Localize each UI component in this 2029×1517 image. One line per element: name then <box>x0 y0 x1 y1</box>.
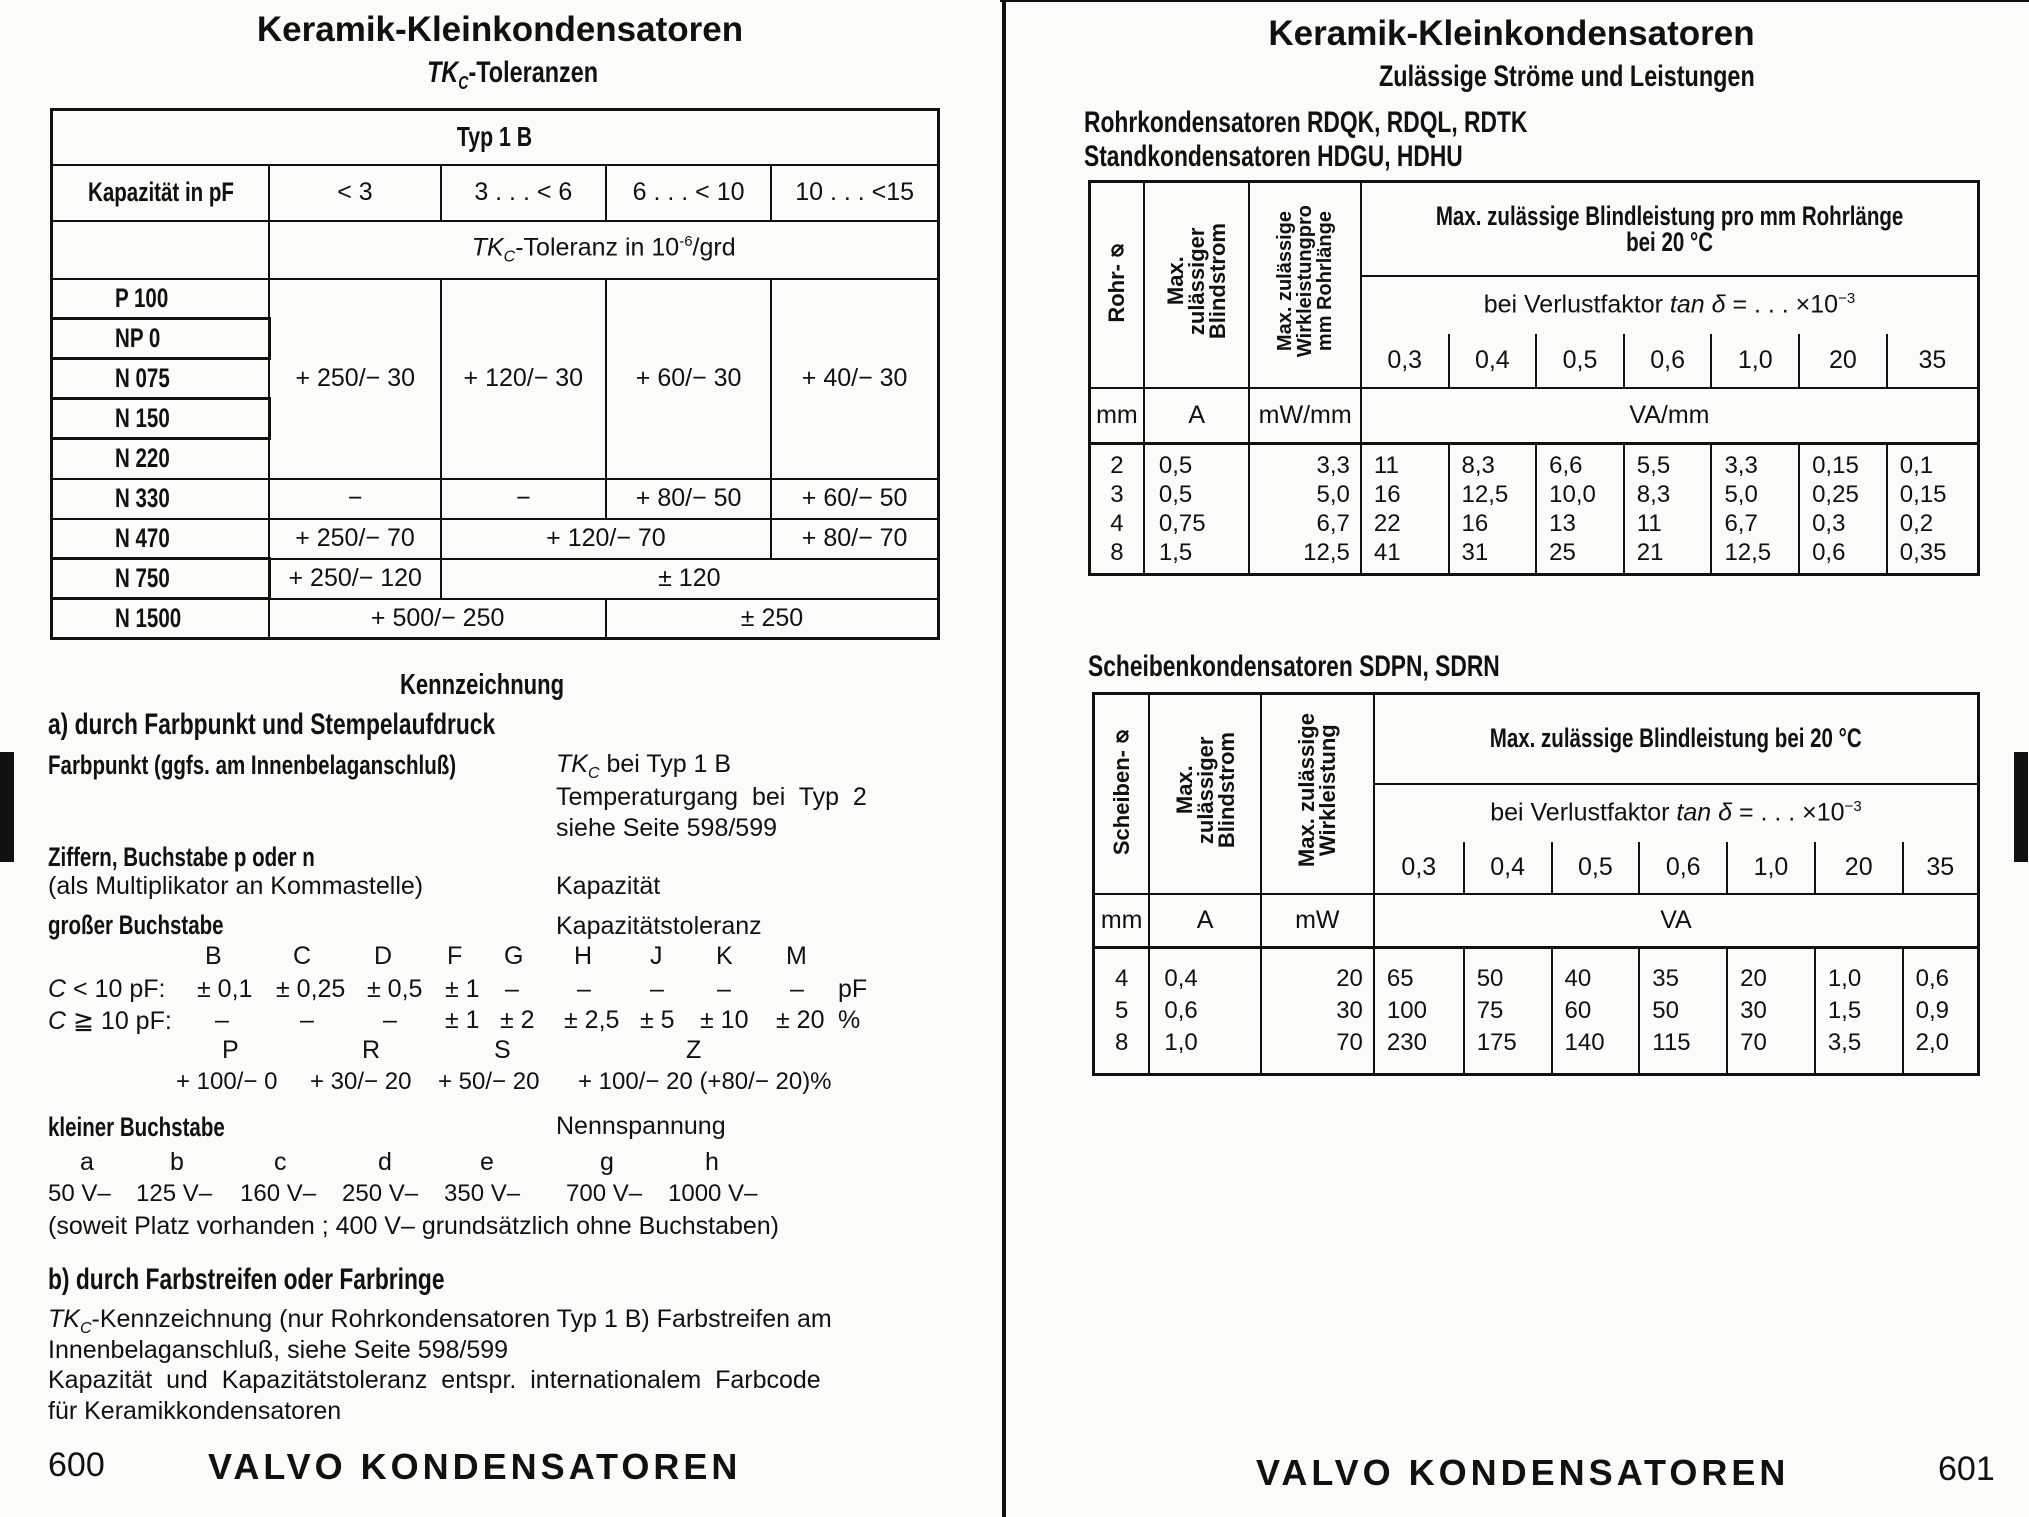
small-letter-e: e <box>480 1148 494 1176</box>
letter-J: J <box>650 942 663 970</box>
scheiben-cell: 8 <box>1114 1029 1129 1056</box>
kennzeichnung-heading: Kennzeichnung <box>400 669 565 701</box>
small-letter-h: h <box>705 1148 719 1176</box>
cap-range-2: 3 . . . < 6 <box>441 165 606 221</box>
rohr-cell: 1,5 <box>1158 539 1193 566</box>
n330-col1: − <box>269 479 440 519</box>
rohr-body-col-6 <box>1624 444 1712 575</box>
small-letter-a: a <box>80 1148 94 1176</box>
scheiben-body-col-3 <box>1374 948 1464 1075</box>
small-letter-g: g <box>600 1148 614 1176</box>
scheiben-factor-1: 0,4 <box>1464 842 1552 894</box>
rohr-factor-6: 35 <box>1887 334 1979 388</box>
scheiben-cell: 40 <box>1564 965 1592 992</box>
scheiben-cell: 0,6 <box>1915 965 1949 992</box>
rohr-unit-va: VA/mm <box>1361 388 1979 444</box>
farbpunkt-value: $TK_C$ bei Typ 1 B <box>556 750 732 782</box>
scheiben-factor-5: 20 <box>1815 842 1903 894</box>
rohr-blind-header: Max. zulässige Blindleistung pro mm Rohrlänge bei 20 °C <box>1361 182 1979 276</box>
letter-S-value: + 50/− 20 <box>438 1068 540 1095</box>
c-lt10-unit: pF <box>838 975 868 1003</box>
type-n220: N 220 <box>52 439 270 479</box>
rohr-cell: 8,3 <box>1636 481 1671 508</box>
letter-F: F <box>447 942 463 970</box>
rohr-unit-mm: mm <box>1090 388 1144 444</box>
tkc-tolerance-table <box>50 108 940 640</box>
scheiben-cell: 0,6 <box>1164 997 1198 1024</box>
scheiben-table <box>1092 692 1980 1076</box>
rohr-unit-mw: mW/mm <box>1249 388 1360 444</box>
c-ge10-unit: % <box>838 1006 861 1034</box>
scheiben-unit-mw: mW <box>1261 894 1374 948</box>
page-subtitle: $TK_C$-Toleranzen <box>427 56 599 93</box>
scheiben-body-col-1 <box>1149 948 1260 1075</box>
voltage-d: 250 V– <box>342 1180 419 1207</box>
rohr-body-col-9 <box>1887 444 1979 575</box>
scheiben-cell: 230 <box>1386 1029 1427 1056</box>
rohr-cell: 3 <box>1110 481 1124 508</box>
klein-label: kleiner Buchstabe <box>48 1112 225 1142</box>
c-lt10-B: ± 0,1 <box>197 975 253 1003</box>
n750-col234: ± 120 <box>441 559 939 599</box>
rohr-factor-3: 0,6 <box>1624 334 1712 388</box>
rohr-body-col-7 <box>1711 444 1799 575</box>
c-ge10-H: ± 2,5 <box>564 1006 620 1034</box>
scheiben-cell: 0,9 <box>1915 997 1949 1024</box>
cap-range-4: 10 . . . <15 <box>771 165 938 221</box>
type-n1500: N 1500 <box>52 599 270 639</box>
scheiben-cell: 140 <box>1564 1029 1605 1056</box>
c-ge10-B: – <box>215 1006 229 1034</box>
rohr-cell: 8,3 <box>1461 452 1495 479</box>
scheiben-cell: 50 <box>1652 997 1679 1024</box>
rohr-cell: 0,15 <box>1899 481 1947 508</box>
cap-range-3: 6 . . . < 10 <box>606 165 771 221</box>
letter-D: D <box>374 942 393 970</box>
scheiben-unit-va: VA <box>1374 894 1979 948</box>
scheiben-cell: 70 <box>1336 1029 1363 1056</box>
c-lt10-C: ± 0,25 <box>276 975 346 1003</box>
letter-R: R <box>362 1036 381 1064</box>
rohr-factor-5: 20 <box>1799 334 1887 388</box>
gross-value: Kapazitätstoleranz <box>556 912 762 940</box>
rohr-factor-4: 1,0 <box>1711 334 1799 388</box>
scheiben-unit-a: A <box>1149 894 1260 948</box>
rohr-heading-1: Rohrkondensatoren RDQK, RDQL, RDTK <box>1084 106 1528 139</box>
page-number: 601 <box>1938 1450 1995 1488</box>
letter-S: S <box>494 1036 511 1064</box>
voltage-note: (soweit Platz vorhanden ; 400 V– grundsätzlich ohne Buchstaben) <box>48 1212 780 1240</box>
letter-Z-value: + 100/− 20 (+80/− 20)% <box>578 1068 832 1095</box>
rohr-cell: 0,2 <box>1899 510 1934 537</box>
scheiben-cell: 175 <box>1476 1029 1517 1056</box>
rohr-cell: 31 <box>1461 539 1489 566</box>
rohr-strom-header: Max. zulässiger Blindstrom <box>1144 182 1250 388</box>
type-n750: N 750 <box>52 559 270 599</box>
scheiben-blind-header: Max. zulässige Blindleistung bei 20 °C <box>1374 694 1979 784</box>
scheiben-factor-0: 0,3 <box>1374 842 1464 894</box>
rohr-factor-2: 0,5 <box>1536 334 1624 388</box>
scheiben-cell: 0,4 <box>1164 965 1198 992</box>
farbpunkt-line2: Temperaturgang bei Typ 2 <box>556 783 867 811</box>
rohr-heading-2: Standkondensatoren HDGU, HDHU <box>1084 140 1463 173</box>
section-b-line3: Kapazität und Kapazitätstoleranz entspr. internationalem Farbcode <box>48 1366 821 1394</box>
rohr-factor-0: 0,3 <box>1361 334 1449 388</box>
n750-col1: + 250/− 120 <box>269 559 440 599</box>
voltage-e: 350 V– <box>444 1180 521 1207</box>
rohr-cell: 11 <box>1373 452 1399 479</box>
scheiben-cell: 60 <box>1564 997 1592 1024</box>
gross-label: großer Buchstabe <box>48 910 224 940</box>
scheiben-cell: 1,0 <box>1164 1029 1198 1056</box>
rohr-cell: 2 <box>1110 452 1124 479</box>
rohr-cell: 3,3 <box>1316 452 1350 479</box>
rohr-body-col-8 <box>1799 444 1887 575</box>
rohr-cell: 21 <box>1636 539 1664 566</box>
scheiben-wirk-header: Max. zulässige Wirkleistung <box>1261 694 1374 894</box>
n330-col4: + 60/− 50 <box>771 479 938 519</box>
page-subtitle: Zulässige Ströme und Leistungen <box>1378 60 1755 93</box>
capacity-label: Kapazität in pF <box>52 165 270 221</box>
c-lt10-F: ± 1 <box>445 975 480 1003</box>
letter-K: K <box>716 942 733 970</box>
scheiben-cell: 35 <box>1652 965 1679 992</box>
n1500-col12: + 500/− 250 <box>269 599 606 639</box>
scheiben-factor-2: 0,5 <box>1552 842 1640 894</box>
voltage-b: 125 V– <box>136 1180 213 1207</box>
tol-group1-col3: + 60/− 30 <box>606 279 771 479</box>
rohr-cell: 25 <box>1549 539 1576 566</box>
letter-P: P <box>222 1036 239 1064</box>
scheiben-cell: 1,0 <box>1827 965 1862 992</box>
section-b-heading: b) durch Farbstreifen oder Farbringe <box>48 1263 445 1296</box>
page-number: 600 <box>48 1446 105 1484</box>
rohr-cell: 11 <box>1636 510 1662 537</box>
scheiben-body-col-4 <box>1464 948 1552 1075</box>
voltage-g: 700 V– <box>566 1180 643 1207</box>
scheiben-cell: 65 <box>1386 965 1414 992</box>
c-lt10-label: C < 10 pF: <box>48 975 166 1003</box>
rohr-cell: 12,5 <box>1303 539 1350 566</box>
voltage-h: 1000 V– <box>668 1180 758 1207</box>
scheiben-cell: 3,5 <box>1827 1029 1862 1056</box>
c-ge10-M: ± 20 <box>776 1006 825 1034</box>
rohr-wirk-header: Max. zulässige Wirkleistungpro mm Rohrlänge <box>1249 182 1360 388</box>
letter-B: B <box>205 942 222 970</box>
type-np0: NP 0 <box>52 319 270 359</box>
scheiben-cell: 115 <box>1652 1029 1691 1056</box>
rohr-body-col-1 <box>1144 444 1250 575</box>
c-ge10-C: – <box>300 1006 314 1034</box>
c-lt10-K: – <box>717 975 731 1003</box>
rohr-cell: 6,6 <box>1549 452 1583 479</box>
scheiben-heading: Scheibenkondensatoren SDPN, SDRN <box>1088 650 1500 683</box>
n470-col4: + 80/− 70 <box>771 519 938 559</box>
type-n470: N 470 <box>52 519 270 559</box>
n330-col3: + 80/− 50 <box>606 479 771 519</box>
rohr-cell: 0,5 <box>1158 481 1193 508</box>
rohr-cell: 0,25 <box>1812 481 1859 508</box>
scheiben-body-col-7 <box>1727 948 1815 1075</box>
left-page <box>0 0 1000 1517</box>
c-ge10-label: C ≧ 10 pF: <box>48 1007 172 1035</box>
letter-R-value: + 30/− 20 <box>310 1068 412 1095</box>
rohr-cell: 5,5 <box>1636 452 1671 479</box>
rohr-cell: 41 <box>1373 539 1401 566</box>
scheiben-cell: 75 <box>1476 997 1504 1024</box>
section-b-line1: $TK_C$-Kennzeichnung (nur Rohrkondensatoren Typ 1 B) Farbstreifen am <box>48 1305 832 1337</box>
voltage-a: 50 V– <box>48 1180 111 1207</box>
scheiben-factor-6: 35 <box>1903 842 1979 894</box>
scheiben-body-col-2 <box>1261 948 1374 1075</box>
letter-M: M <box>786 942 807 970</box>
scheiben-cell: 2,0 <box>1915 1029 1949 1056</box>
scheiben-factor-4: 1,0 <box>1727 842 1815 894</box>
rohr-cell: 0,75 <box>1158 510 1206 537</box>
ziffern-line2: (als Multiplikator an Kommastelle) <box>48 872 424 900</box>
ziffern-label: Ziffern, Buchstabe p oder n <box>48 842 315 872</box>
n470-col23: + 120/− 70 <box>441 519 772 559</box>
typ-header: Typ 1 B <box>52 110 939 165</box>
rohr-cell: 0,35 <box>1899 539 1947 566</box>
c-lt10-M: – <box>790 975 804 1003</box>
ziffern-value: Kapazität <box>556 872 661 900</box>
small-letter-c: c <box>274 1148 287 1176</box>
letter-G: G <box>504 942 524 970</box>
rohr-body-col-0 <box>1090 444 1144 575</box>
rohr-cell: 10,0 <box>1549 481 1596 508</box>
small-letter-d: d <box>378 1148 392 1176</box>
rohr-verlust-row: bei Verlustfaktor tan δ = . . . $\times 10^{-3}$ <box>1361 276 1979 334</box>
rohr-factor-1: 0,4 <box>1449 334 1537 388</box>
rohr-unit-a: A <box>1144 388 1250 444</box>
empty-cell <box>52 221 270 279</box>
letter-P-value: + 100/− 0 <box>176 1068 278 1095</box>
rohr-cell: 16 <box>1461 510 1489 537</box>
type-n330: N 330 <box>52 479 270 519</box>
scheiben-cell: 30 <box>1740 997 1767 1024</box>
scheiben-body-col-0 <box>1094 948 1150 1075</box>
farbpunkt-label: Farbpunkt (ggfs. am Innenbelaganschluß) <box>48 750 457 780</box>
scheiben-cell: 5 <box>1114 997 1129 1024</box>
rohr-cell: 4 <box>1110 510 1124 537</box>
rohr-cell: 22 <box>1373 510 1401 537</box>
rohr-cell: 0,5 <box>1158 452 1193 479</box>
tolerance-unit-label: $TK_C$-Toleranz in $10^{-6}$/grd <box>269 221 938 279</box>
voltage-c: 160 V– <box>240 1180 317 1207</box>
scheiben-factor-3: 0,6 <box>1639 842 1727 894</box>
scheiben-body-col-8 <box>1815 948 1903 1075</box>
type-n150: N 150 <box>52 399 270 439</box>
c-ge10-K: ± 10 <box>700 1006 749 1034</box>
rohr-cell: 6,7 <box>1724 510 1758 537</box>
scheiben-cell: 100 <box>1386 997 1427 1024</box>
tol-group1-col2: + 120/− 30 <box>441 279 606 479</box>
section-b-line2: Innenbelaganschluß, siehe Seite 598/599 <box>48 1336 509 1364</box>
cap-range-1: < 3 <box>269 165 440 221</box>
n1500-col34: ± 250 <box>606 599 939 639</box>
farbpunkt-line3: siehe Seite 598/599 <box>556 814 778 842</box>
rohr-cell: 5,0 <box>1724 481 1758 508</box>
rohr-dia-header: Rohr-⌀ <box>1090 182 1144 388</box>
scheiben-cell: 50 <box>1476 965 1504 992</box>
scheiben-cell: 20 <box>1740 965 1767 992</box>
c-lt10-D: ± 0,5 <box>367 975 423 1003</box>
scheiben-body-col-6 <box>1639 948 1727 1075</box>
page-title: Keramik-Kleinkondensatoren <box>256 10 744 49</box>
c-lt10-J: – <box>650 975 664 1003</box>
rohr-body-col-3 <box>1361 444 1449 575</box>
scheiben-cell: 30 <box>1336 997 1363 1024</box>
c-lt10-G: – <box>505 975 519 1003</box>
type-n075: N 075 <box>52 359 270 399</box>
section-a-heading: a) durch Farbpunkt und Stempelaufdruck <box>48 708 496 741</box>
page-title: Keramik-Kleinkondensatoren <box>1268 14 1755 53</box>
rohr-cell: 5,0 <box>1316 481 1350 508</box>
scheiben-body-col-5 <box>1552 948 1640 1075</box>
footer-brand: VALVO KONDENSATOREN <box>208 1446 742 1487</box>
n330-col2: − <box>441 479 606 519</box>
scheiben-cell: 1,5 <box>1827 997 1862 1024</box>
footer-brand: VALVO KONDENSATOREN <box>1256 1452 1790 1493</box>
right-page <box>1004 0 2029 1517</box>
scheiben-unit-mm: mm <box>1094 894 1150 948</box>
rohr-cell: 0,6 <box>1812 539 1846 566</box>
rohr-cell: 12,5 <box>1461 481 1509 508</box>
rohr-body-col-2 <box>1249 444 1360 575</box>
c-ge10-D: – <box>383 1006 397 1034</box>
c-ge10-F: ± 1 <box>445 1006 480 1034</box>
type-p100: P 100 <box>52 279 270 319</box>
klein-value: Nennspannung <box>556 1112 726 1140</box>
tol-group1-col4: + 40/− 30 <box>771 279 938 479</box>
rohr-cell: 12,5 <box>1724 539 1772 566</box>
scheiben-cell: 20 <box>1336 965 1363 992</box>
scheiben-dia-header: Scheiben-⌀ <box>1094 694 1150 894</box>
letter-H: H <box>574 942 593 970</box>
letter-Z: Z <box>686 1036 702 1064</box>
rohr-cell: 0,15 <box>1812 452 1859 479</box>
scheiben-cell: 4 <box>1114 965 1129 992</box>
tol-group1-col1: + 250/− 30 <box>269 279 440 479</box>
letter-C: C <box>293 942 312 970</box>
scheiben-verlust-row: bei Verlustfaktor tan δ = . . . $\times 10^{-3}$ <box>1374 784 1979 842</box>
rohr-table <box>1088 180 1980 576</box>
scheiben-body-col-9 <box>1903 948 1979 1075</box>
rohr-cell: 6,7 <box>1316 510 1350 537</box>
rohr-cell: 8 <box>1110 539 1124 566</box>
section-b-line4: für Keramikkondensatoren <box>48 1397 342 1425</box>
c-ge10-J: ± 5 <box>640 1006 675 1034</box>
rohr-cell: 3,3 <box>1724 452 1758 479</box>
c-ge10-G: ± 2 <box>500 1006 535 1034</box>
scheiben-strom-header: Max. zulässiger Blindstrom <box>1149 694 1260 894</box>
rohr-body-col-5 <box>1536 444 1624 575</box>
rohr-body-col-4 <box>1449 444 1537 575</box>
rohr-cell: 16 <box>1373 481 1401 508</box>
rohr-cell: 0,3 <box>1812 510 1846 537</box>
n470-col1: + 250/− 70 <box>269 519 440 559</box>
small-letter-b: b <box>170 1148 184 1176</box>
c-lt10-H: – <box>577 975 591 1003</box>
rohr-cell: 13 <box>1549 510 1576 537</box>
scheiben-cell: 70 <box>1740 1029 1767 1056</box>
rohr-cell: 0,1 <box>1899 452 1934 479</box>
